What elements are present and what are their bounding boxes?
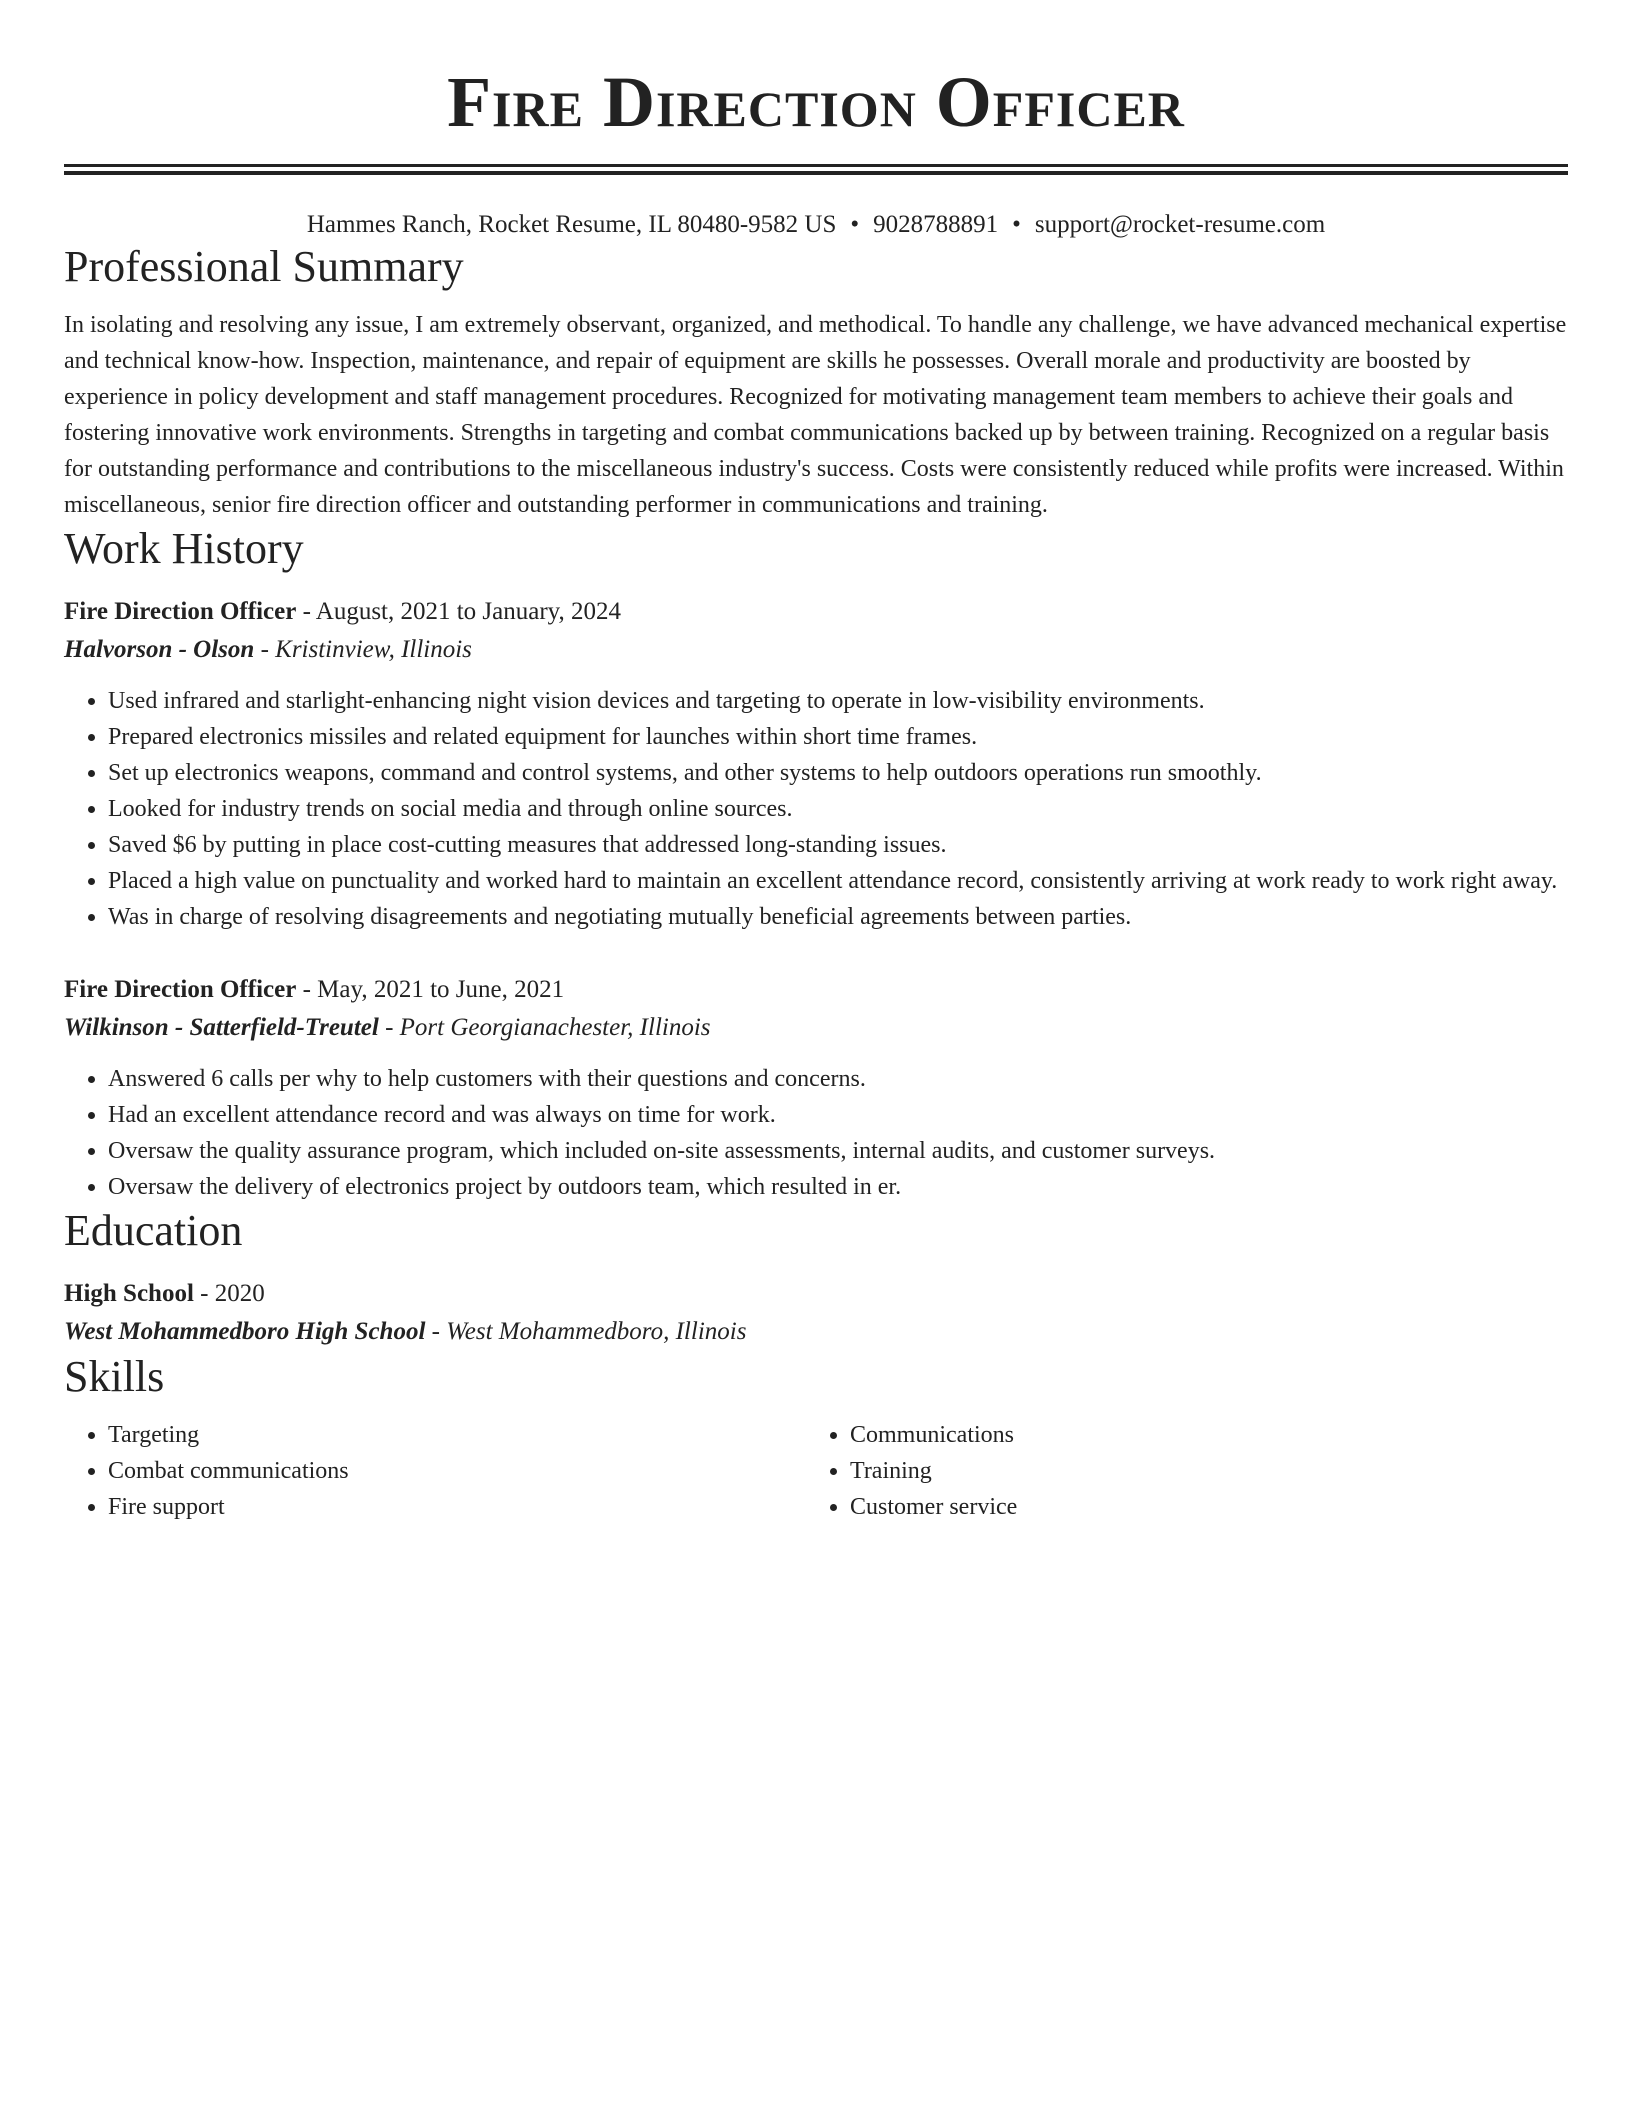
education-location: - West Mohammedboro, Illinois [425,1318,747,1345]
job-bullet: • Oversaw the delivery of electronics project by outdoors team, which resulted in er. [108,1169,1568,1205]
header-divider [64,164,1568,175]
skills-column-right [806,1417,1548,1525]
job-bullet: • Oversaw the quality assurance program, which included on-site assessments, internal audits, and customer surveys. [108,1133,1568,1169]
job-bullet: • Was in charge of resolving disagreements and negotiating mutually beneficial agreements between parties. [108,899,1568,935]
job-bullet: • Had an excellent attendance record and was always on time for work. [108,1097,1568,1133]
job-title-line [64,593,1568,631]
job-company-line [64,1009,1568,1047]
education-degree-line [64,1275,1568,1313]
education-entry [64,1275,1568,1351]
skills-list [64,1417,1568,1525]
contact-address: Hammes Ranch, Rocket Resume, IL 80480-9582 US [306,211,837,238]
resume-page [64,0,1568,1525]
contact-phone: 9028788891 [873,211,999,238]
job-location: - Kristinview, Illinois [254,636,472,663]
skill-item: • Targeting [108,1417,806,1453]
resume-name: Fire Direction Officer [447,62,1185,142]
job-bullet: • Prepared electronics missiles and related equipment for launches within short time frames. [108,719,1568,755]
job-bullets [64,1061,1568,1205]
job-bullet: • Looked for industry trends on social media and through online sources. [108,791,1568,827]
summary-heading: Professional Summary [64,242,464,291]
job-dates: - August, 2021 to January, 2024 [296,598,622,625]
job-company: Halvorson - Olson [64,636,255,663]
job-company-line [64,631,1568,669]
summary-text: In isolating and resolving any issue, I am extremely observant, organized, and methodical. To handle any challenge, we have advanced mechanical expertise and technical know-how. Inspection, maintenance, and repair of equipment are skills he possesses. Overall morale and productivity are boosted by experience in policy development and staff management procedures. Recognized for motivating management team members to achieve their goals and fostering innovative work environments. Strengths in targeting and combat communications backed up by between training. Recognized on a regular basis for outstanding performance and contributions to the miscellaneous industry's success. Costs were consistently reduced while profits were increased. Within miscellaneous, senior fire direction officer and outstanding performer in communications and training. [64,312,1567,518]
work-history-heading: Work History [64,524,304,573]
contact-email: support@rocket-resume.com [1034,211,1326,238]
contact-separator: • [850,211,860,238]
education-degree: High School [64,1280,194,1307]
job-company: Wilkinson - Satterfield-Treutel [64,1014,379,1041]
job-bullet: • Used infrared and starlight-enhancing night vision devices and targeting to operate in low-visibility environments. [108,683,1568,719]
skills-heading: Skills [64,1352,165,1401]
skills-column-left [64,1417,806,1525]
job-bullet: • Set up electronics weapons, command and control systems, and other systems to help outdoors operations run smoothly. [108,755,1568,791]
job-position: Fire Direction Officer [64,976,297,1003]
job-location: - Port Georgianachester, Illinois [378,1014,711,1041]
job-title-line [64,971,1568,1009]
job-dates: - May, 2021 to June, 2021 [296,976,565,1003]
skill-item: • Training [850,1453,1548,1489]
job-bullets [64,683,1568,935]
job-entry [64,971,1568,1205]
job-bullet: • Saved $6 by putting in place cost-cutting measures that addressed long-standing issues. [108,827,1568,863]
education-heading: Education [64,1206,243,1255]
skill-item: • Fire support [108,1489,806,1525]
contact-line [64,209,1568,241]
education-school: West Mohammedboro High School [64,1318,426,1345]
skill-item: • Combat communications [108,1453,806,1489]
job-position: Fire Direction Officer [64,598,297,625]
skill-item: • Customer service [850,1489,1548,1525]
education-school-line [64,1313,1568,1351]
job-bullet: • Placed a high value on punctuality and worked hard to maintain an excellent attendance record, consistently arriving at work ready to work right away. [108,863,1568,899]
skill-item: • Communications [850,1417,1548,1453]
job-bullet: • Answered 6 calls per why to help customers with their questions and concerns. [108,1061,1568,1097]
contact-separator: • [1012,211,1021,238]
education-year: - 2020 [193,1280,265,1307]
job-entry [64,593,1568,935]
